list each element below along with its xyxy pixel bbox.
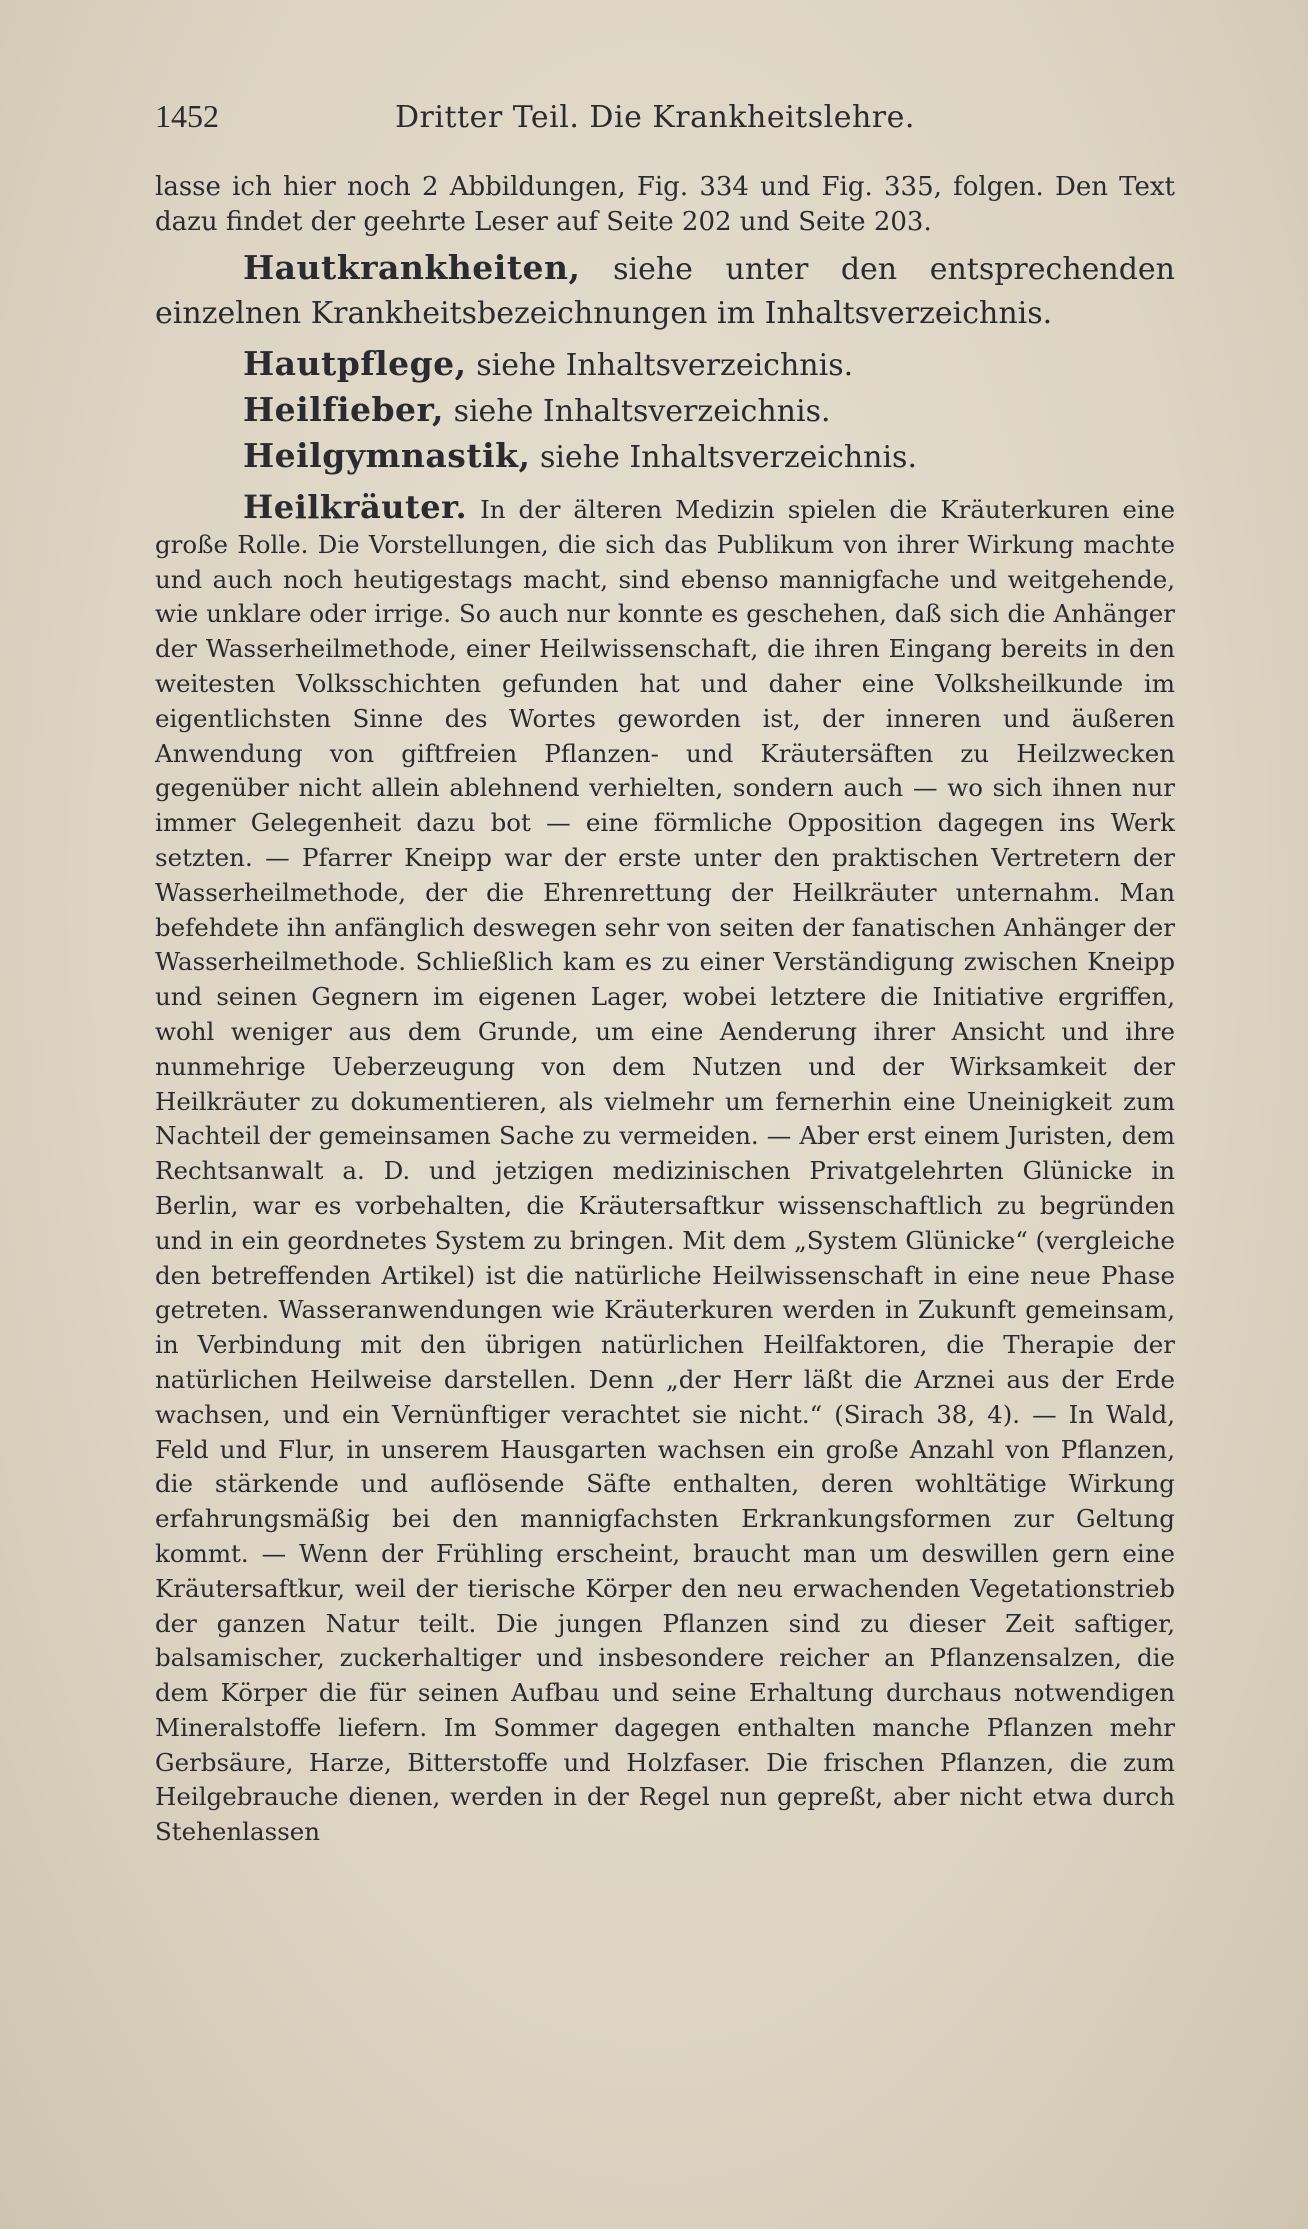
headword: Heilfieber, [243,390,445,429]
entry-text: siehe Inhaltsverzeichnis. [444,394,831,429]
entry-hautpflege [155,342,1175,388]
entry-text: siehe unter den entsprechenden einzelnen Krankheitsbezeichnungen im Inhaltsverzeichnis. [155,252,1175,331]
entry-text: In der älteren Medizin spielen die Kräuterkuren eine große Rolle. Die Vorstellungen, die sich das Publikum von ihrer Wirkung machte und auch noch heutigestags macht, sind ebenso mannigfache und weitgehende, wie unklare oder irrige. So auch nur konnte es geschehen, daß sich die Anhänger der Wasserheilmethode, einer Heilwissenschaft, die ihren Eingang bereits in den weitesten Volksschichten gefunden hat und daher eine Volksheilkunde im eigentlichsten Sinne des Wortes geworden ist, der inneren und äußeren Anwendung von giftfreien Pflanzen- und Kräutersäften zu Heilzwecken gegenüber nicht allein ablehnend verhielten, sondern auch — wo sich ihnen nur immer Gelegenheit dazu bot — eine förmliche Opposition dagegen ins Werk setzten. — Pfarrer Kneipp war der erste unter den praktischen Vertretern der Wasserheilmethode, der die Ehrenrettung der Heilkräuter unternahm. Man befehdete ihn anfänglich deswegen sehr von seiten der fanatischen Anhänger der Wasserheilmethode. Schließlich kam es zu einer Verständigung zwischen Kneipp und seinen Gegnern im eigenen Lager, wobei letztere die Initiative ergriffen, wohl weniger aus dem Grunde, um eine Aenderung ihrer Ansicht und ihre nunmehrige Ueberzeugung von dem Nutzen und der Wirksamkeit der Heilkräuter zu dokumentieren, als vielmehr um fernerhin eine Uneinigkeit zum Nachteil der gemeinsamen Sache zu vermeiden. — Aber erst einem Juristen, dem Rechtsanwalt a. D. und jetzigen medizinischen Privatgelehrten Glünicke in Berlin, war es vorbehalten, die Kräutersaftkur wissenschaftlich zu begründen und in ein geordnetes System zu bringen. Mit dem „System Glünicke“ (vergleiche den betreffenden Artikel) ist die natürliche Heilwissenschaft in eine neue Phase getreten. Wasseranwendungen wie Kräuterkuren werden in Zukunft gemeinsam, in Verbindung mit den übrigen natürlichen Heilfaktoren, die Therapie der natürlichen Heilweise darstellen. Denn „der Herr läßt die Arznei aus der Erde wachsen, und ein Vernünftiger verachtet sie nicht.“ (Sirach 38, 4). — In Wald, Feld und Flur, in unserem Hausgarten wachsen ein große Anzahl von Pflanzen, die stärkende und auflösende Säfte enthalten, deren wohltätige Wirkung erfahrungsmäßig bei den mannigfachsten Erkrankungsformen zur Geltung kommt. — Wenn der Frühling erscheint, braucht man um deswillen gern eine Kräutersaftkur, weil der tierische Körper den neu erwachenden Vegetationstrieb der ganzen Natur teilt. Die jungen Pflanzen sind zu dieser Zeit saftiger, balsamischer, zuckerhaltiger und insbesondere reicher an Pflanzensalzen, die dem Körper die für seinen Aufbau und seine Erhaltung durchaus notwendigen Mineralstoffe liefern. Im Sommer dagegen enthalten manche Pflanzen mehr Gerbsäure, Harze, Bitterstoffe und Holzfaser. Die frischen Pflanzen, die zum Heilgebrauche dienen, werden in der Regel nun gepreßt, aber nicht etwa durch Stehenlassen [155,495,1175,1847]
entry-text: siehe Inhaltsverzeichnis. [466,348,854,383]
headword: Hautkrankheiten, [243,248,581,287]
running-head-title: Dritter Teil. Die Krankheitslehre. [395,100,915,135]
entry-text: siehe Inhaltsverzeichnis. [530,440,917,475]
headword: Hautpflege, [243,344,467,383]
entry-heilgymnastik [155,434,1175,480]
page-number: 1452 [155,98,219,134]
headword: Heilkräuter. [243,488,468,526]
entry-heilkraeuter [155,490,1175,1850]
intro-paragraph: lasse ich hier noch 2 Abbildungen, Fig. 334 und Fig. 335, folgen. Den Text dazu findet der geehrte Leser auf Seite 202 und Seite 203. [155,172,1175,237]
headword: Heilgymnastik, [243,436,531,475]
body-text [155,170,1175,1850]
running-head [155,98,1175,135]
entry-heilfieber [155,388,1175,434]
entry-hautkrankheiten [155,246,1175,336]
